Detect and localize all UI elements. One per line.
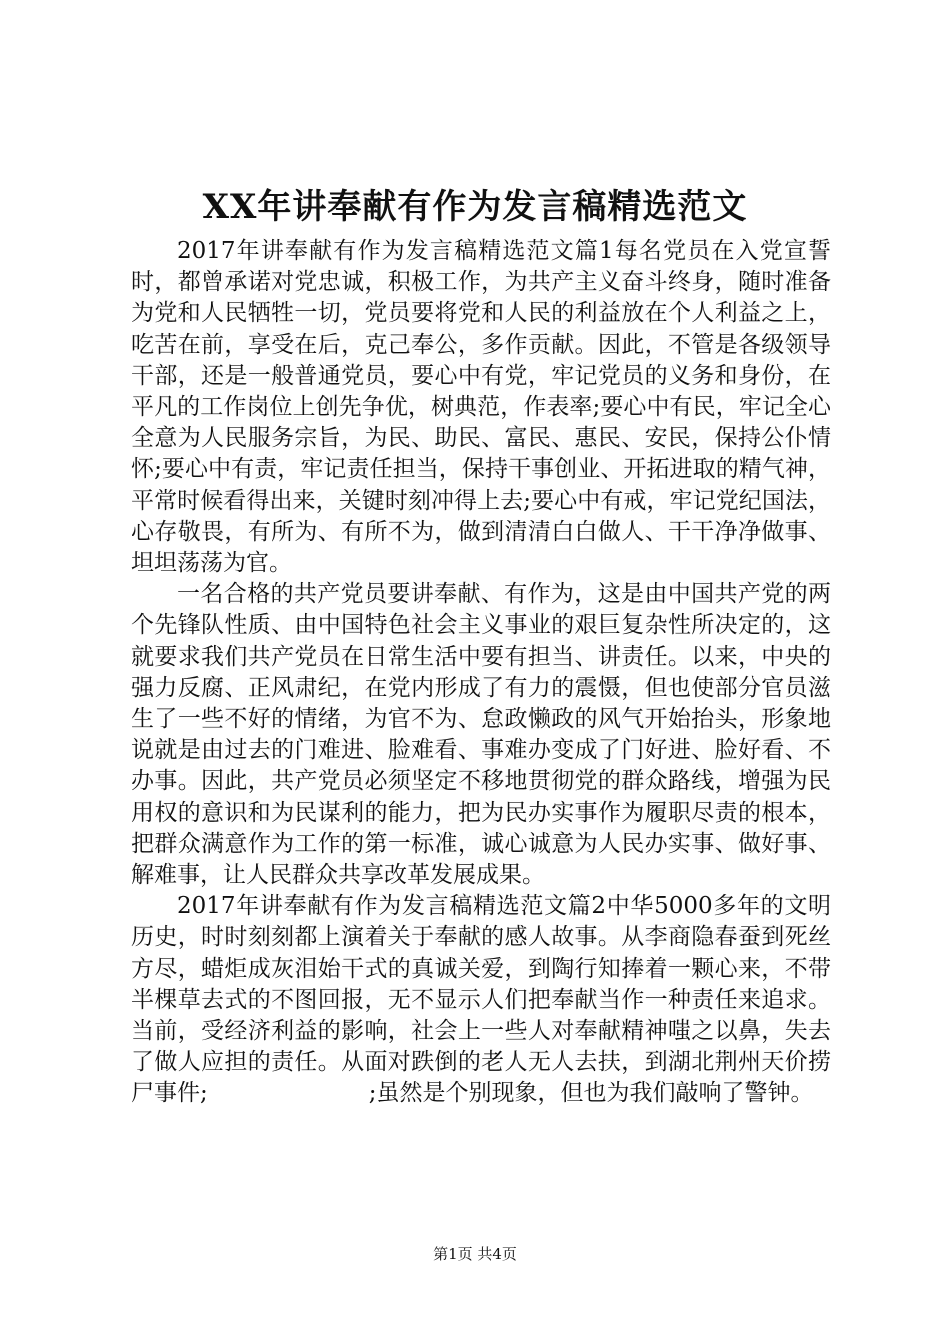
paragraph-3: 2017年讲奉献有作为发言稿精选范文篇2中华5000多年的文明历史，时时刻刻都上演着关于奉献的感人故事。从李商隐春蚕到死丝方尽，蜡炬成灰泪始干式的真诚关爱，到陶行知捧着一颗心来，不带半棵草去式的不图回报，无不显示人们把奉献当作一种责任来追求。当前，受经济利益的影响，社会上一些人对奉献精神嗤之以鼻，失去了做人应担的责任。从面对跌倒的老人无人去扶，到湖北荆州天价捞尸事件; ;虽然是个别现象，但也为我们敲响了警钟。	[131, 893, 831, 1107]
paragraph-2: 一名合格的共产党员要讲奉献、有作为，这是由中国共产党的两个先锋队性质、由中国特色社会主义事业的艰巨复杂性所决定的，这就要求我们共产党员在日常生活中要有担当、讲责任。以来，中央的强力反腐、正风肃纪，在党内形成了有力的震慑，但也使部分官员滋生了一些不好的情绪，为官不为、怠政懒政的风气开始抬头，形象地说就是由过去的门难进、脸难看、事难办变成了门好进、脸好看、不办事。因此，共产党员必须坚定不移地贯彻党的群众路线，增强为民用权的意识和为民谋利的能力，把为民办实事作为履职尽责的根本，把群众满意作为工作的第一标准，诚心诚意为人民办实事、做好事、解难事，让人民群众共享改革发展成果。	[131, 581, 831, 889]
paragraph-1: 2017年讲奉献有作为发言稿精选范文篇1每名党员在入党宣誓时，都曾承诺对党忠诚，积极工作，为共产主义奋斗终身，随时准备为党和人民牺牲一切，党员要将党和人民的利益放在个人利益之上，吃苦在前，享受在后，克己奉公，多作贡献。因此，不管是各级领导干部，还是一般普通党员，要心中有党，牢记党员的义务和身份，在平凡的工作岗位上创先争优，树典范，作表率;要心中有民，牢记全心全意为人民服务宗旨，为民、助民、富民、惠民、安民，保持公仆情怀;要心中有责，牢记责任担当，保持干事创业、开拓进取的精气神，平常时候看得出来，关键时刻冲得上去;要心中有戒，牢记党纪国法，心存敬畏，有所为、有所不为，做到清清白白做人、干干净净做事、坦坦荡荡为官。	[131, 238, 831, 577]
document-title: XX年讲奉献有作为发言稿精选范文	[202, 187, 748, 227]
document-body	[131, 236, 831, 1110]
page-footer: 第1页 共4页	[433, 1245, 517, 1263]
